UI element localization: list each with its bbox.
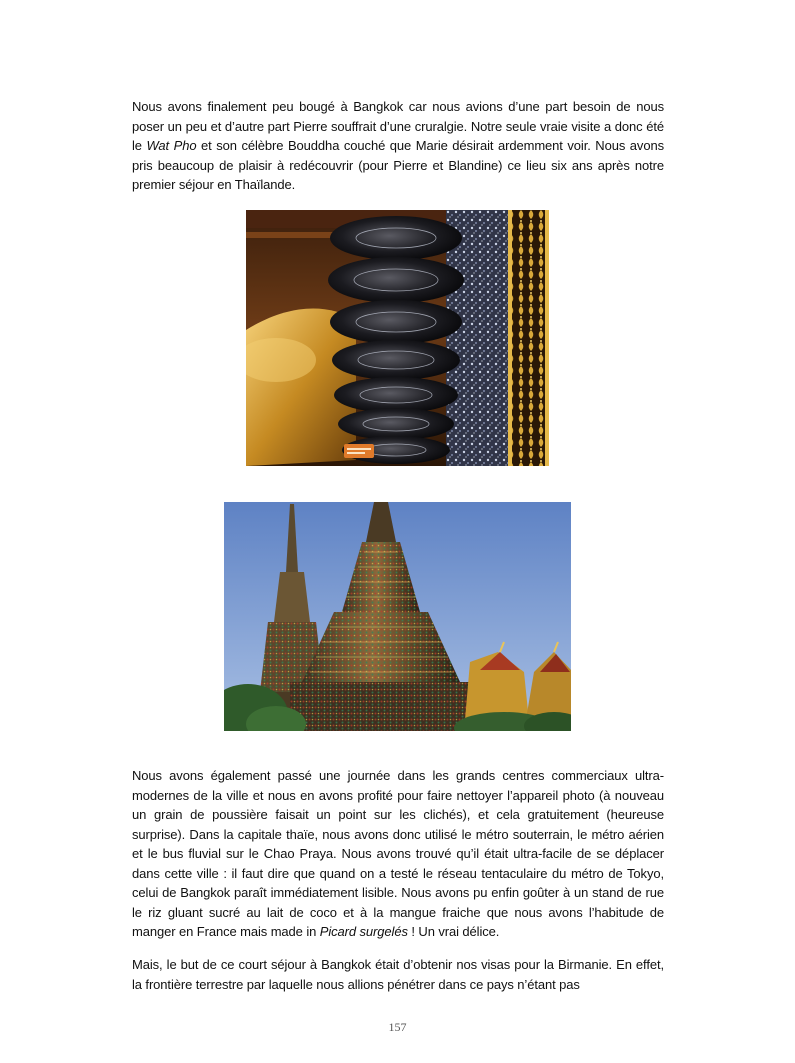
reclining-buddha-photo [246,210,549,466]
paragraph-text: Nous avons également passé une journée dans les grands centres commerciaux ultra-modernes de la ville et nous en avons profité pour faire nettoyer l’appareil photo (à nouveau un grain de poussière faisait un point sur les clichés), et cela gratuitement (heureuse surprise). Dans la capitale thaïe, nous avons donc utilisé le métro souterrain, le métro aérien et le bus fluvial sur le Chao Praya. Nous avons trouvé qu’il était ultra-facile de se déplacer dans cette ville : il faut dire que quand on a testé le réseau tentaculaire du métro de Tokyo, celui de Bangkok paraît immédiatement lisible. Nous avons pu enfin goûter à un stand de rue le riz gluant sucré au lait de coco et à la mangue fraiche que nous avons l’habitude de manger en France mais made in [132,768,664,939]
page-number: 157 [388,1020,407,1034]
paragraph-visas [132,955,664,994]
paragraph-text: Mais, le but de ce court séjour à Bangkok était d’obtenir nos visas pour la Birmanie. En effet, la frontière terrestre par laquelle nous allions pénétrer dans ce pays n’étant pas [132,957,664,992]
paragraph-text: et son célèbre Bouddha couché que Marie désirait ardemment voir. Nous avons pris beaucoup de plaisir à redécouvrir (pour Pierre et Blandine) ce lieu six ans après notre premier séjour en Thaïlande. [132,138,664,192]
wat-pho-stupas-photo [224,502,571,731]
paragraph-shopping-metro [132,766,664,942]
paragraph-text: ! Un vrai délice. [407,924,500,939]
emphasis-picard: Picard surgelés [319,924,408,939]
paragraph-wat-pho [132,97,664,195]
emphasis-wat-pho: Wat Pho [146,138,197,153]
paragraph-text: Nous avons finalement peu bougé à Bangkok car nous avions d’une part besoin de nous poser un peu et d’autre part Pierre souffrait d’une cruralgie. Notre seule vraie visite a donc été le [132,99,664,153]
